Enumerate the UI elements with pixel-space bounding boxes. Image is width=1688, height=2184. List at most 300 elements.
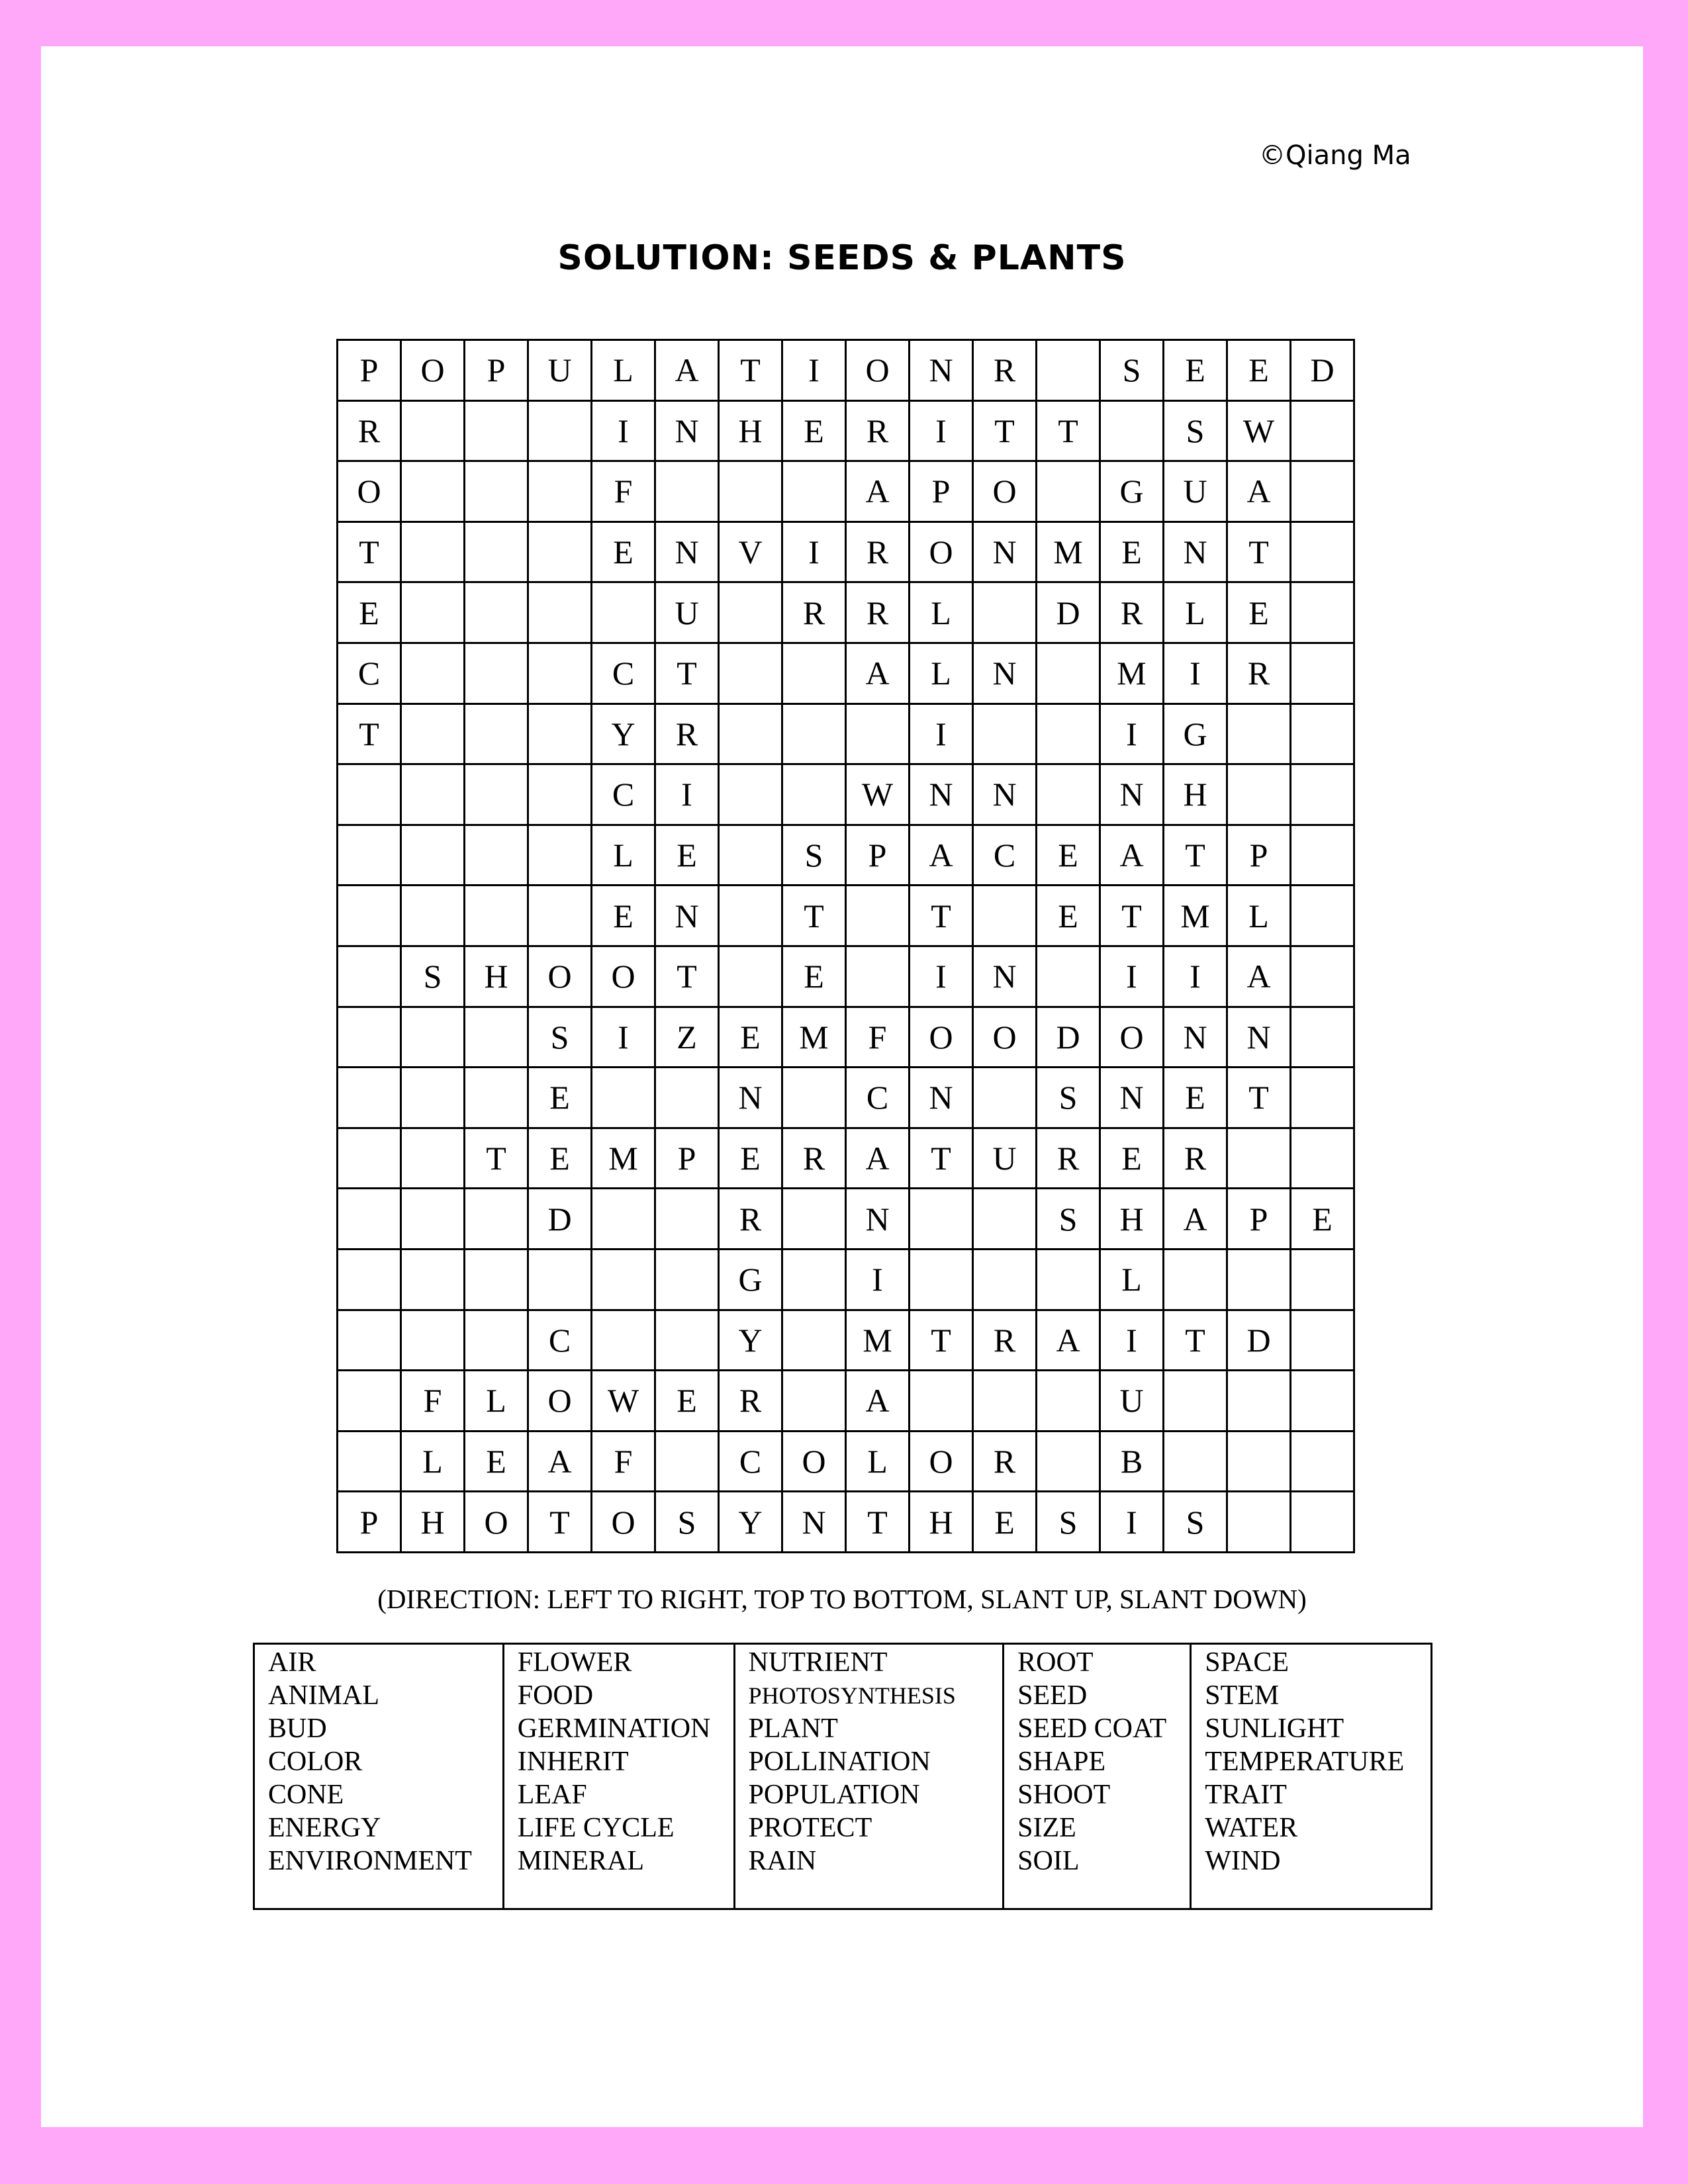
grid-cell xyxy=(1291,1311,1355,1372)
grid-cell xyxy=(402,583,465,644)
grid-cell xyxy=(783,1371,847,1432)
grid-cell: T xyxy=(1228,1068,1291,1129)
word-bank-item: SPACE xyxy=(1205,1647,1289,1678)
direction-note: (DIRECTION: LEFT TO RIGHT, TOP TO BOTTOM, SLANT UP, SLANT DOWN) xyxy=(377,1584,1307,1614)
grid-cell: U xyxy=(1164,462,1228,523)
grid-cell: R xyxy=(1228,644,1291,705)
grid-cell: E xyxy=(1101,523,1164,584)
grid-cell: R xyxy=(656,705,720,766)
word-bank-item: GERMINATION xyxy=(517,1713,711,1744)
grid-cell: M xyxy=(1164,886,1228,947)
grid-cell: R xyxy=(847,523,910,584)
grid-cell xyxy=(1291,705,1355,766)
grid-cell: G xyxy=(1101,462,1164,523)
grid-cell xyxy=(338,1008,402,1069)
grid-cell: E xyxy=(465,1432,529,1493)
grid-cell: U xyxy=(529,341,592,402)
grid-cell: T xyxy=(910,886,974,947)
grid-cell: R xyxy=(1101,583,1164,644)
grid-cell: Y xyxy=(720,1311,783,1372)
grid-cell: Z xyxy=(656,1008,720,1069)
grid-cell xyxy=(465,1250,529,1311)
grid-cell xyxy=(1164,1371,1228,1432)
word-bank-item: WATER xyxy=(1205,1813,1298,1843)
grid-cell xyxy=(1291,1068,1355,1129)
grid-cell: N xyxy=(1164,1008,1228,1069)
grid-cell xyxy=(974,1250,1037,1311)
grid-cell xyxy=(465,1189,529,1250)
grid-cell: S xyxy=(1037,1189,1101,1250)
grid-cell: I xyxy=(1101,1311,1164,1372)
grid-cell: H xyxy=(1101,1189,1164,1250)
grid-cell xyxy=(529,644,592,705)
grid-cell: O xyxy=(974,462,1037,523)
word-bank-item: TEMPERATURE xyxy=(1205,1747,1405,1777)
grid-cell: C xyxy=(529,1311,592,1372)
grid-cell xyxy=(656,1311,720,1372)
grid-cell: E xyxy=(1291,1189,1355,1250)
grid-cell: E xyxy=(338,583,402,644)
grid-cell: D xyxy=(1037,583,1101,644)
word-bank-item: COLOR xyxy=(268,1747,363,1777)
grid-cell xyxy=(847,947,910,1008)
grid-cell: R xyxy=(720,1371,783,1432)
grid-cell xyxy=(465,583,529,644)
grid-cell: S xyxy=(1037,1492,1101,1553)
grid-cell: A xyxy=(1228,947,1291,1008)
grid-cell: S xyxy=(1164,1492,1228,1553)
grid-cell: A xyxy=(656,341,720,402)
grid-cell xyxy=(402,1189,465,1250)
grid-cell: F xyxy=(402,1371,465,1432)
grid-cell: R xyxy=(783,583,847,644)
grid-cell xyxy=(402,1129,465,1190)
grid-cell: T xyxy=(465,1129,529,1190)
grid-cell: U xyxy=(656,583,720,644)
word-bank-item: FLOWER xyxy=(517,1647,632,1678)
grid-cell: N xyxy=(656,886,720,947)
worksheet-page xyxy=(41,46,1643,2127)
grid-cell: N xyxy=(974,765,1037,826)
grid-cell xyxy=(592,583,656,644)
word-bank-item: PROTECT xyxy=(748,1813,872,1843)
grid-cell: E xyxy=(1037,886,1101,947)
grid-cell: L xyxy=(592,341,656,402)
grid-cell: L xyxy=(1228,886,1291,947)
grid-cell: P xyxy=(910,462,974,523)
grid-cell: N xyxy=(1164,523,1228,584)
grid-cell xyxy=(529,705,592,766)
grid-cell: D xyxy=(1291,341,1355,402)
grid-cell: O xyxy=(910,1008,974,1069)
grid-cell xyxy=(402,765,465,826)
grid-cell xyxy=(1101,402,1164,463)
grid-cell: F xyxy=(847,1008,910,1069)
grid-cell xyxy=(974,886,1037,947)
word-bank-item: AIR xyxy=(268,1647,316,1678)
grid-cell: W xyxy=(847,765,910,826)
grid-cell: N xyxy=(847,1189,910,1250)
grid-cell: H xyxy=(402,1492,465,1553)
grid-cell: P xyxy=(338,341,402,402)
grid-cell xyxy=(1037,1250,1101,1311)
grid-cell xyxy=(592,1250,656,1311)
grid-cell: T xyxy=(1037,402,1101,463)
grid-cell: T xyxy=(656,947,720,1008)
grid-cell: N xyxy=(974,523,1037,584)
grid-cell xyxy=(338,826,402,887)
grid-cell xyxy=(1291,947,1355,1008)
grid-cell xyxy=(338,1189,402,1250)
grid-cell xyxy=(402,886,465,947)
grid-cell: L xyxy=(910,644,974,705)
grid-cell: O xyxy=(592,947,656,1008)
grid-cell xyxy=(1037,705,1101,766)
grid-cell xyxy=(1164,1250,1228,1311)
word-search-grid xyxy=(336,339,1355,1553)
grid-cell: L xyxy=(910,583,974,644)
grid-cell xyxy=(465,523,529,584)
grid-cell: S xyxy=(402,947,465,1008)
grid-cell: Y xyxy=(720,1492,783,1553)
word-bank-item: STEM xyxy=(1205,1680,1280,1711)
grid-cell: T xyxy=(783,886,847,947)
grid-cell xyxy=(1291,1129,1355,1190)
grid-cell xyxy=(529,402,592,463)
grid-cell xyxy=(1228,1129,1291,1190)
grid-cell: O xyxy=(847,341,910,402)
grid-cell: L xyxy=(847,1432,910,1493)
grid-cell xyxy=(1228,1432,1291,1493)
word-bank-item: SHOOT xyxy=(1017,1780,1111,1810)
grid-cell: L xyxy=(402,1432,465,1493)
grid-cell xyxy=(338,1068,402,1129)
grid-cell xyxy=(529,523,592,584)
grid-cell: C xyxy=(592,765,656,826)
grid-cell xyxy=(529,826,592,887)
grid-cell: A xyxy=(1037,1311,1101,1372)
grid-cell: N xyxy=(910,341,974,402)
grid-cell xyxy=(1291,1371,1355,1432)
grid-cell: S xyxy=(529,1008,592,1069)
grid-cell: S xyxy=(1037,1068,1101,1129)
grid-cell: T xyxy=(910,1311,974,1372)
word-bank-item: SEED COAT xyxy=(1017,1713,1167,1744)
grid-cell xyxy=(783,1311,847,1372)
grid-cell: N xyxy=(910,765,974,826)
grid-cell: R xyxy=(1037,1129,1101,1190)
grid-cell: I xyxy=(847,1250,910,1311)
grid-cell xyxy=(974,1371,1037,1432)
grid-cell xyxy=(465,1008,529,1069)
grid-cell xyxy=(402,1008,465,1069)
grid-cell: N xyxy=(783,1492,847,1553)
grid-cell: I xyxy=(592,1008,656,1069)
grid-cell: L xyxy=(1164,583,1228,644)
grid-cell: E xyxy=(783,947,847,1008)
grid-cell: N xyxy=(1228,1008,1291,1069)
grid-cell: H xyxy=(465,947,529,1008)
grid-cell: A xyxy=(1228,462,1291,523)
grid-cell: P xyxy=(1228,1189,1291,1250)
word-bank-item: LIFE CYCLE xyxy=(517,1813,675,1843)
grid-cell xyxy=(338,1129,402,1190)
grid-cell: T xyxy=(338,523,402,584)
grid-cell: E xyxy=(1164,1068,1228,1129)
grid-cell xyxy=(974,1189,1037,1250)
grid-cell xyxy=(656,1250,720,1311)
word-bank-item: FOOD xyxy=(517,1680,594,1711)
grid-cell: T xyxy=(1164,1311,1228,1372)
word-bank-item: ANIMAL xyxy=(268,1680,379,1711)
grid-cell: R xyxy=(847,583,910,644)
word-bank-column xyxy=(1004,1645,1192,1908)
grid-cell: A xyxy=(847,1129,910,1190)
grid-cell: N xyxy=(1101,765,1164,826)
grid-cell xyxy=(465,826,529,887)
grid-cell xyxy=(402,705,465,766)
grid-cell: H xyxy=(720,402,783,463)
grid-cell: R xyxy=(847,402,910,463)
grid-cell: N xyxy=(720,1068,783,1129)
grid-cell xyxy=(402,644,465,705)
grid-cell xyxy=(529,1250,592,1311)
grid-cell: P xyxy=(656,1129,720,1190)
grid-cell: R xyxy=(974,1432,1037,1493)
grid-cell: T xyxy=(529,1492,592,1553)
grid-cell xyxy=(1037,765,1101,826)
grid-cell: O xyxy=(1101,1008,1164,1069)
grid-cell xyxy=(1228,1250,1291,1311)
grid-cell xyxy=(529,765,592,826)
grid-cell: E xyxy=(1164,341,1228,402)
word-bank-item: WIND xyxy=(1205,1846,1281,1876)
grid-cell: E xyxy=(656,1371,720,1432)
grid-cell xyxy=(1037,1432,1101,1493)
grid-cell xyxy=(1228,705,1291,766)
page-title: SOLUTION: SEEDS & PLANTS xyxy=(557,238,1127,278)
grid-cell: M xyxy=(847,1311,910,1372)
grid-cell: R xyxy=(974,1311,1037,1372)
grid-cell xyxy=(465,1311,529,1372)
grid-cell xyxy=(1291,1008,1355,1069)
grid-cell xyxy=(465,462,529,523)
grid-cell xyxy=(592,1189,656,1250)
word-bank-item: SHAPE xyxy=(1017,1747,1106,1777)
grid-cell: N xyxy=(974,644,1037,705)
grid-cell: O xyxy=(783,1432,847,1493)
grid-cell xyxy=(720,886,783,947)
word-bank-item: PHOTOSYNTHESIS xyxy=(748,1682,956,1709)
grid-cell: O xyxy=(465,1492,529,1553)
grid-cell xyxy=(1037,341,1101,402)
word-bank-item: INHERIT xyxy=(517,1747,629,1777)
grid-cell xyxy=(402,523,465,584)
grid-cell xyxy=(1291,826,1355,887)
word-bank-item: SEED xyxy=(1017,1680,1088,1711)
grid-cell: O xyxy=(402,341,465,402)
word-bank-item: SUNLIGHT xyxy=(1205,1713,1344,1744)
grid-cell: I xyxy=(910,402,974,463)
grid-cell xyxy=(1228,1371,1291,1432)
grid-cell xyxy=(1291,402,1355,463)
grid-cell xyxy=(402,826,465,887)
grid-cell: O xyxy=(529,1371,592,1432)
grid-cell xyxy=(592,1311,656,1372)
grid-cell xyxy=(338,886,402,947)
word-bank-item: RAIN xyxy=(748,1846,817,1876)
grid-cell xyxy=(338,1371,402,1432)
copyright-notice: ©Qiang Ma xyxy=(1259,140,1411,171)
grid-cell: R xyxy=(338,402,402,463)
grid-cell: I xyxy=(1101,705,1164,766)
word-bank-item: SOIL xyxy=(1017,1846,1080,1876)
grid-cell: E xyxy=(720,1129,783,1190)
grid-cell: M xyxy=(1101,644,1164,705)
grid-cell: E xyxy=(783,402,847,463)
word-bank-item: TRAIT xyxy=(1205,1780,1287,1810)
grid-cell: E xyxy=(529,1129,592,1190)
grid-cell xyxy=(338,765,402,826)
grid-cell: S xyxy=(783,826,847,887)
grid-cell: L xyxy=(465,1371,529,1432)
grid-cell: O xyxy=(974,1008,1037,1069)
grid-cell: T xyxy=(1228,523,1291,584)
grid-cell: E xyxy=(656,826,720,887)
grid-cell: L xyxy=(592,826,656,887)
grid-cell: N xyxy=(974,947,1037,1008)
grid-cell xyxy=(910,1250,974,1311)
grid-cell xyxy=(783,1189,847,1250)
grid-cell xyxy=(783,462,847,523)
grid-cell xyxy=(402,1250,465,1311)
grid-cell: A xyxy=(847,1371,910,1432)
grid-cell: I xyxy=(1164,947,1228,1008)
grid-cell xyxy=(465,402,529,463)
grid-cell: U xyxy=(1101,1371,1164,1432)
grid-cell: T xyxy=(720,341,783,402)
grid-cell xyxy=(592,1068,656,1129)
grid-cell xyxy=(529,462,592,523)
grid-cell xyxy=(1291,765,1355,826)
grid-cell: N xyxy=(656,523,720,584)
grid-cell: A xyxy=(529,1432,592,1493)
word-bank-column xyxy=(504,1645,735,1908)
grid-cell: C xyxy=(974,826,1037,887)
grid-cell: T xyxy=(1164,826,1228,887)
grid-cell xyxy=(529,886,592,947)
grid-cell: O xyxy=(338,462,402,523)
grid-cell xyxy=(847,886,910,947)
grid-cell: A xyxy=(847,644,910,705)
grid-cell: T xyxy=(338,705,402,766)
grid-cell: O xyxy=(910,523,974,584)
grid-cell xyxy=(783,705,847,766)
grid-cell xyxy=(465,705,529,766)
grid-cell xyxy=(656,1432,720,1493)
grid-cell xyxy=(529,583,592,644)
grid-cell xyxy=(338,1250,402,1311)
grid-cell: E xyxy=(529,1068,592,1129)
word-bank-table xyxy=(253,1643,1432,1910)
grid-cell xyxy=(720,644,783,705)
grid-cell xyxy=(656,1068,720,1129)
grid-cell: I xyxy=(783,341,847,402)
grid-cell: S xyxy=(1164,402,1228,463)
grid-cell xyxy=(1291,886,1355,947)
grid-cell xyxy=(656,1189,720,1250)
grid-cell xyxy=(974,705,1037,766)
grid-cell xyxy=(1228,1492,1291,1553)
grid-cell: C xyxy=(338,644,402,705)
grid-cell xyxy=(847,705,910,766)
grid-cell: T xyxy=(910,1129,974,1190)
grid-cell xyxy=(1291,1492,1355,1553)
grid-cell: I xyxy=(910,705,974,766)
grid-cell xyxy=(1291,1432,1355,1493)
grid-cell xyxy=(1037,947,1101,1008)
grid-cell: O xyxy=(592,1492,656,1553)
grid-cell: O xyxy=(910,1432,974,1493)
grid-cell: G xyxy=(1164,705,1228,766)
grid-cell: A xyxy=(1101,826,1164,887)
grid-cell xyxy=(910,1371,974,1432)
grid-cell xyxy=(974,583,1037,644)
grid-cell xyxy=(338,1432,402,1493)
grid-cell: W xyxy=(592,1371,656,1432)
grid-cell: E xyxy=(592,886,656,947)
grid-cell xyxy=(402,462,465,523)
grid-cell: Y xyxy=(592,705,656,766)
grid-cell xyxy=(1291,523,1355,584)
grid-cell xyxy=(720,826,783,887)
grid-cell xyxy=(783,765,847,826)
grid-cell xyxy=(1164,1432,1228,1493)
grid-cell: E xyxy=(720,1008,783,1069)
grid-cell: P xyxy=(338,1492,402,1553)
grid-cell: T xyxy=(1101,886,1164,947)
word-bank-item: NUTRIENT xyxy=(748,1647,888,1678)
grid-cell: A xyxy=(847,462,910,523)
grid-cell xyxy=(783,1250,847,1311)
word-bank-item: ROOT xyxy=(1017,1647,1094,1678)
grid-cell: N xyxy=(1101,1068,1164,1129)
grid-cell: T xyxy=(847,1492,910,1553)
grid-cell: N xyxy=(910,1068,974,1129)
grid-cell: V xyxy=(720,523,783,584)
grid-cell: W xyxy=(1228,402,1291,463)
grid-cell xyxy=(1228,765,1291,826)
grid-cell xyxy=(1291,583,1355,644)
grid-cell: O xyxy=(529,947,592,1008)
grid-cell: I xyxy=(783,523,847,584)
grid-cell xyxy=(1291,644,1355,705)
grid-cell xyxy=(465,1068,529,1129)
grid-cell: E xyxy=(1228,583,1291,644)
grid-cell: G xyxy=(720,1250,783,1311)
grid-cell: R xyxy=(720,1189,783,1250)
grid-cell xyxy=(720,765,783,826)
word-bank-item: POPULATION xyxy=(748,1780,920,1810)
grid-cell: T xyxy=(974,402,1037,463)
grid-cell xyxy=(720,705,783,766)
grid-cell: B xyxy=(1101,1432,1164,1493)
grid-cell: M xyxy=(1037,523,1101,584)
grid-cell: H xyxy=(910,1492,974,1553)
word-bank-item: POLLINATION xyxy=(748,1747,931,1777)
grid-cell xyxy=(402,1068,465,1129)
grid-cell xyxy=(402,1311,465,1372)
